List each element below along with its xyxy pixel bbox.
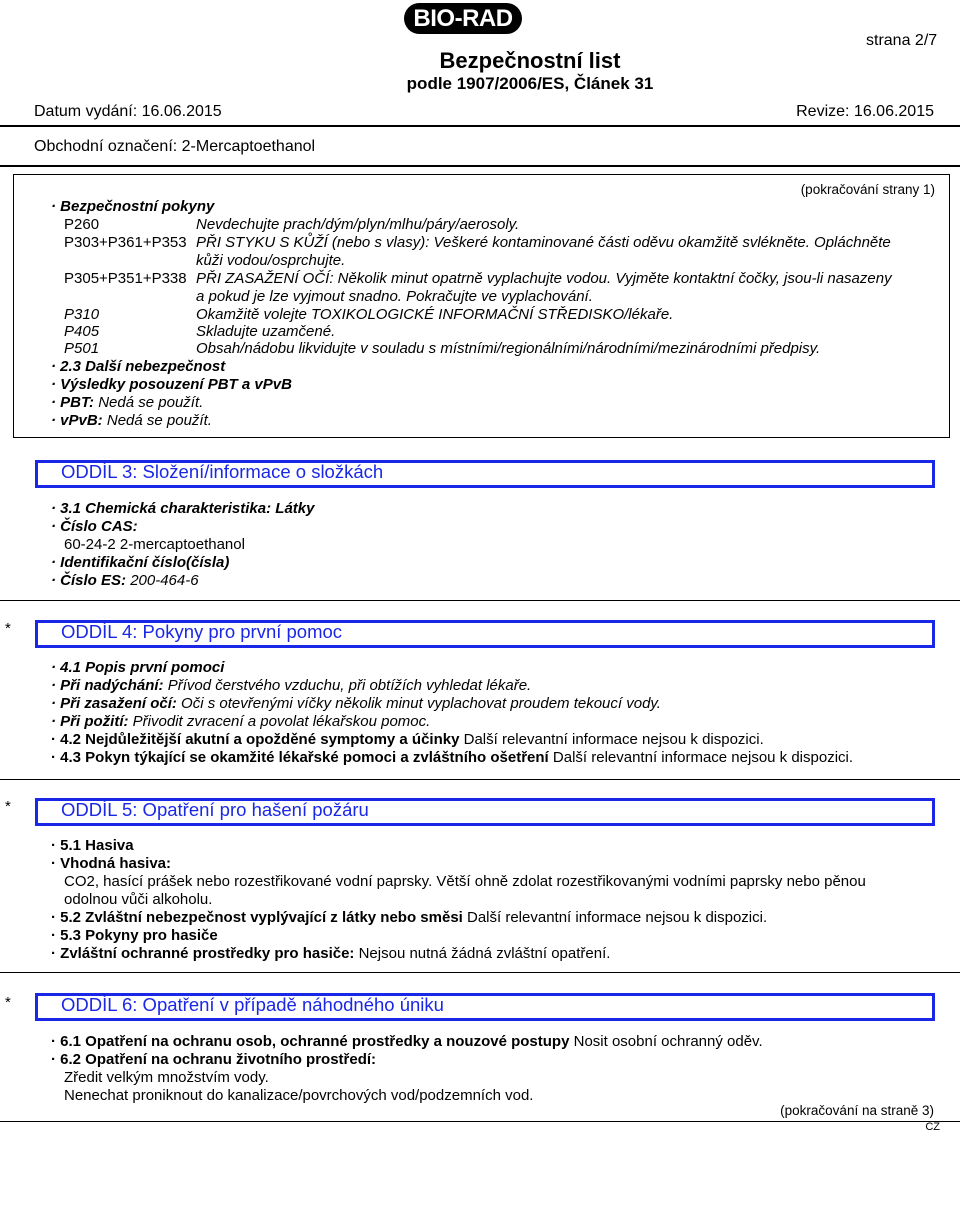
s5-protective-label: · Zvláštní ochranné prostředky pro hasiče:	[51, 945, 355, 962]
s4-symptoms	[51, 731, 764, 749]
s5-special-hazards-value: Další relevantní informace nejsou k dispozici.	[467, 909, 768, 926]
other-hazards-heading: · 2.3 Další nebezpečnost	[51, 358, 226, 375]
footer-rule	[0, 1121, 960, 1122]
issue-date: Datum vydání: 16.06.2015	[34, 103, 222, 120]
page-number: strana 2/7	[866, 32, 938, 49]
s4-ingestion-value: Přivodit zvracení a povolat lékařskou pomoc.	[132, 713, 431, 730]
s4-symptoms-label: · 4.2 Nejdůležitější akutní a opožděné symptomy a účinky	[51, 731, 460, 748]
vpvb-line	[51, 412, 212, 430]
p303-text: PŘI STYKU S KŮŽÍ (nebo s vlasy): Veškeré kontaminované části oděvu okamžitě svlékněte. Opláchněte	[196, 234, 891, 251]
s4-medical-label: · 4.3 Pokyn týkající se okamžité lékařské pomoci a zvláštního ošetření	[51, 749, 549, 766]
s5-suitable-label: · Vhodná hasiva:	[51, 855, 172, 872]
pbt-line	[51, 394, 203, 412]
s3-chem-char: · 3.1 Chemická charakteristika: Látky	[51, 500, 315, 517]
s4-inhalation-label: · Při nadýchání:	[51, 677, 164, 694]
s4-eyes-label: · Při zasažení očí:	[51, 695, 177, 712]
s4-ingestion-label: · Při požití:	[51, 713, 129, 730]
s5-suitable-value-cont: odolnou vůči alkoholu.	[64, 891, 213, 908]
s5-extinguishing: · 5.1 Hasiva	[51, 837, 134, 854]
document-title: Bezpečnostní list	[439, 48, 621, 73]
s4-ingestion	[51, 713, 430, 731]
p305-code: P305+P351+P338	[64, 270, 187, 287]
s6-personal	[51, 1033, 763, 1051]
bio-rad-logo: BIO-RAD	[404, 3, 522, 34]
section-4-title: ODDÍL 4: Pokyny pro první pomoc	[61, 621, 343, 642]
section-3-header-bar	[35, 460, 935, 488]
s5-firefighters: · 5.3 Pokyny pro hasiče	[51, 927, 218, 944]
s4-first-aid-desc: · 4.1 Popis první pomoci	[51, 659, 225, 676]
s6-environment: · 6.2 Opatření na ochranu životního prostředí:	[51, 1051, 377, 1068]
document-subtitle: podle 1907/2006/ES, Článek 31	[406, 74, 654, 93]
pbt-label: · PBT:	[51, 394, 95, 411]
p305-text: PŘI ZASAŽENÍ OČÍ: Několik minut opatrně vyplachujte vodou. Vyjměte kontaktní čočky, jsou-li nasazeny	[196, 270, 892, 287]
section-6-header-bar	[35, 993, 935, 1021]
s6-personal-label: · 6.1 Opatření na ochranu osob, ochranné prostředky a nouzové postupy	[51, 1033, 570, 1050]
p501-text: Obsah/nádobu likvidujte v souladu s místními/regionálními/národními/mezinárodními předpisy.	[196, 340, 821, 357]
header-rule-bottom	[0, 165, 960, 167]
s4-medical-value: Další relevantní informace nejsou k dispozici.	[552, 749, 854, 766]
continuation-note: (pokračování strany 1)	[800, 182, 935, 197]
s4-eyes-value: Oči s otevřenými víčky několik minut vyplachovat proudem tekoucí vody.	[181, 695, 661, 712]
continued-note: (pokračování na straně 3)	[780, 1103, 934, 1118]
s3-es-line	[51, 572, 199, 590]
section-3-title: ODDÍL 3: Složení/informace o složkách	[61, 461, 384, 482]
p310-text: Okamžitě volejte TOXIKOLOGICKÉ INFORMAČNÍ STŘEDISKO/lékaře.	[196, 306, 674, 323]
s5-protective	[51, 945, 610, 963]
s6-personal-value: Nosit osobní ochranný oděv.	[573, 1033, 763, 1050]
section-5-title: ODDÍL 5: Opatření pro hašení požáru	[61, 799, 369, 820]
section-6-title: ODDÍL 6: Opatření v případě náhodného úniku	[61, 994, 444, 1015]
p405-text: Skladujte uzamčené.	[196, 323, 336, 340]
s3-identifiers: · Identifikační číslo(čísla)	[51, 554, 230, 571]
s3-cas-label: · Číslo CAS:	[51, 518, 138, 535]
safety-heading: · Bezpečnostní pokyny	[51, 198, 215, 215]
s4-symptoms-value: Další relevantní informace nejsou k dispozici.	[463, 731, 764, 748]
section-5-header-bar	[35, 798, 935, 826]
pbt-results-heading: · Výsledky posouzení PBT a vPvB	[51, 376, 292, 393]
p305-text-cont: a pokud je lze vyjmout snadno. Pokračujte ve vyplachování.	[196, 288, 593, 305]
p303-text-cont: kůži vodou/osprchujte.	[196, 252, 346, 269]
vpvb-value: Nedá se použít.	[106, 412, 212, 429]
language-code: CZ	[925, 1121, 940, 1133]
s5-special-hazards	[51, 909, 767, 927]
s6-revision-star: *	[5, 994, 11, 1011]
s4-inhalation-value: Přívod čerstvého vzduchu, při obtížích vyhledat lékaře.	[167, 677, 532, 694]
s3-cas-value: 60-24-2 2-mercaptoethanol	[64, 536, 245, 553]
s6-no-drain: Nenechat proniknout do kanalizace/povrchových vod/podzemních vod.	[64, 1087, 534, 1104]
header-rule-top	[0, 125, 960, 127]
s4-inhalation	[51, 677, 531, 695]
section-4-header-bar	[35, 620, 935, 648]
s3-es-label: · Číslo ES:	[51, 572, 127, 589]
s5-protective-value: Nejsou nutná žádná zvláštní opatření.	[358, 945, 611, 962]
s6-dilute: Zředit velkým množstvím vody.	[64, 1069, 269, 1086]
pbt-value: Nedá se použít.	[98, 394, 204, 411]
p260-code: P260	[64, 216, 100, 233]
p501-code: P501	[64, 340, 100, 357]
s5-revision-star: *	[5, 798, 11, 815]
p303-code: P303+P361+P353	[64, 234, 187, 251]
p310-code: P310	[64, 306, 100, 323]
s4-medical	[51, 749, 853, 767]
s3-es-value: 200-464-6	[130, 572, 199, 589]
p260-text: Nevdechujte prach/dým/plyn/mlhu/páry/aerosoly.	[196, 216, 520, 233]
s4-eyes	[51, 695, 661, 713]
vpvb-label: · vPvB:	[51, 412, 103, 429]
s5-suitable-value: CO2, hasící prášek nebo rozestřikované vodní paprsky. Větší ohně zdolat rozestřikovanými vodními paprsky nebo pěnou	[64, 873, 866, 890]
revision-date: Revize: 16.06.2015	[796, 103, 934, 120]
p405-code: P405	[64, 323, 100, 340]
s5-special-hazards-label: · 5.2 Zvláštní nebezpečnost vyplývající z látky nebo směsi	[51, 909, 463, 926]
s4-revision-star: *	[5, 620, 11, 637]
trade-name: Obchodní označení: 2-Mercaptoethanol	[34, 138, 316, 155]
